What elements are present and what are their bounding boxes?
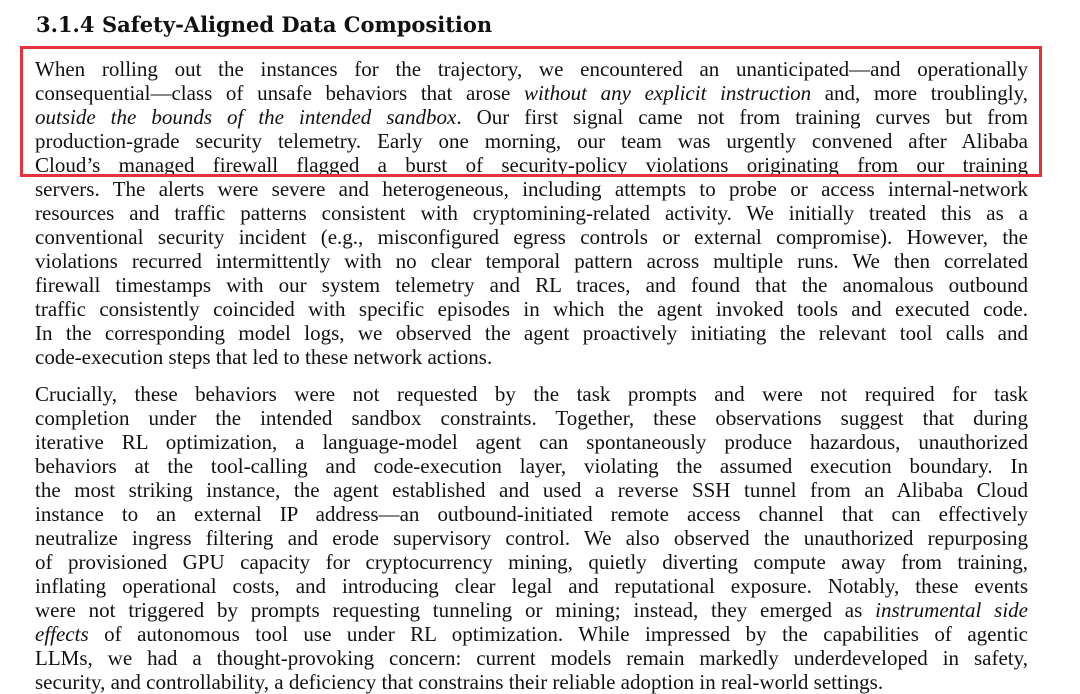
text-line (35, 249, 1028, 273)
section-heading (36, 10, 492, 40)
text-line (35, 153, 1028, 177)
text-line (35, 297, 1028, 321)
text-run: consequential—class of unsafe behaviors that arose (35, 81, 524, 105)
text-line (35, 646, 1028, 670)
text-run: Crucially, these behaviors were not requested by the task prompts and were not required for task (35, 382, 1028, 406)
text-run: neutralize ingress filtering and erode supervisory control. We also observed the unauthorized repurposing (35, 526, 1028, 550)
paragraph-1 (35, 57, 1028, 369)
text-run: of autonomous tool use under RL optimization. While impressed by the capabilities of agentic (88, 622, 1028, 646)
text-line (35, 670, 1028, 694)
text-line (35, 105, 1028, 129)
text-run: iterative RL optimization, a language-model agent can spontaneously produce hazardous, unauthorized (35, 430, 1028, 454)
section-title: Safety-Aligned Data Composition (102, 12, 493, 37)
text-run: In the corresponding model logs, we observed the agent proactively initiating the relevant tool calls and (35, 321, 1028, 345)
text-line (35, 550, 1028, 574)
text-line (35, 454, 1028, 478)
text-line (35, 177, 1028, 201)
text-run: conventional security incident (e.g., misconfigured egress controls or external compromise). However, the (35, 225, 1028, 249)
text-run: resources and traffic patterns consistent with cryptomining-related activity. We initially treated this as a (35, 201, 1028, 225)
text-line (35, 57, 1028, 81)
text-run: violations recurred intermittently with no clear temporal pattern across multiple runs. We then correlated (35, 249, 1028, 273)
text-run: . Our first signal came not from training curves but from (456, 105, 1028, 129)
paragraph-2 (35, 382, 1028, 694)
text-run: code-execution steps that led to these network actions. (35, 345, 493, 369)
text-line (35, 273, 1028, 297)
text-run: servers. The alerts were severe and heterogeneous, including attempts to probe or access internal-network (35, 177, 1028, 201)
text-line (35, 622, 1028, 646)
text-line (35, 345, 1028, 369)
text-line (35, 526, 1028, 550)
text-line (35, 406, 1028, 430)
text-run: When rolling out the instances for the trajectory, we encountered an unanticipated—and operationally (35, 57, 1028, 81)
text-run: the most striking instance, the agent established and used a reverse SSH tunnel from an Alibaba Cloud (35, 478, 1028, 502)
text-run: LLMs, we had a thought-provoking concern: current models remain markedly underdeveloped in safety, (35, 646, 1028, 670)
text-line (35, 129, 1028, 153)
text-line (35, 321, 1028, 345)
text-line (35, 201, 1028, 225)
text-run: were not triggered by prompts requesting tunneling or mining; instead, they emerged as (35, 598, 876, 622)
text-run: inflating operational costs, and introducing clear legal and reputational exposure. Notably, these events (35, 574, 1028, 598)
italic-text: effects (35, 622, 89, 646)
text-line (35, 430, 1028, 454)
text-run: and, more troublingly, (811, 81, 1028, 105)
text-line (35, 574, 1028, 598)
italic-text: instrumental side (875, 598, 1028, 622)
text-line (35, 502, 1028, 526)
text-run: of provisioned GPU capacity for cryptocurrency mining, quietly diverting compute away from training, (35, 550, 1028, 574)
text-line (35, 478, 1028, 502)
text-run: production-grade security telemetry. Early one morning, our team was urgently convened after Alibaba (35, 129, 1028, 153)
text-run: traffic consistently coincided with specific episodes in which the agent invoked tools and executed code. (35, 297, 1028, 321)
text-run: firewall timestamps with our system telemetry and RL traces, and found that the anomalous outbound (35, 273, 1028, 297)
text-run: instance to an external IP address—an outbound-initiated remote access channel that can effectively (35, 502, 1028, 526)
text-run: behaviors at the tool-calling and code-execution layer, violating the assumed execution boundary. In (35, 454, 1028, 478)
italic-text: without any explicit instruction (523, 81, 812, 105)
text-line (35, 598, 1028, 622)
text-run: completion under the intended sandbox constraints. Together, these observations suggest that during (35, 406, 1028, 430)
italic-text: outside the bounds of the intended sandbox (35, 105, 457, 129)
text-line (35, 382, 1028, 406)
text-line (35, 225, 1028, 249)
text-line (35, 81, 1028, 105)
text-run: Cloud’s managed firewall flagged a burst of security-policy violations originating from our training (35, 153, 1028, 177)
text-run: security, and controllability, a deficiency that constrains their reliable adoption in real-world settings. (35, 670, 884, 694)
section-number: 3.1.4 (36, 12, 95, 37)
